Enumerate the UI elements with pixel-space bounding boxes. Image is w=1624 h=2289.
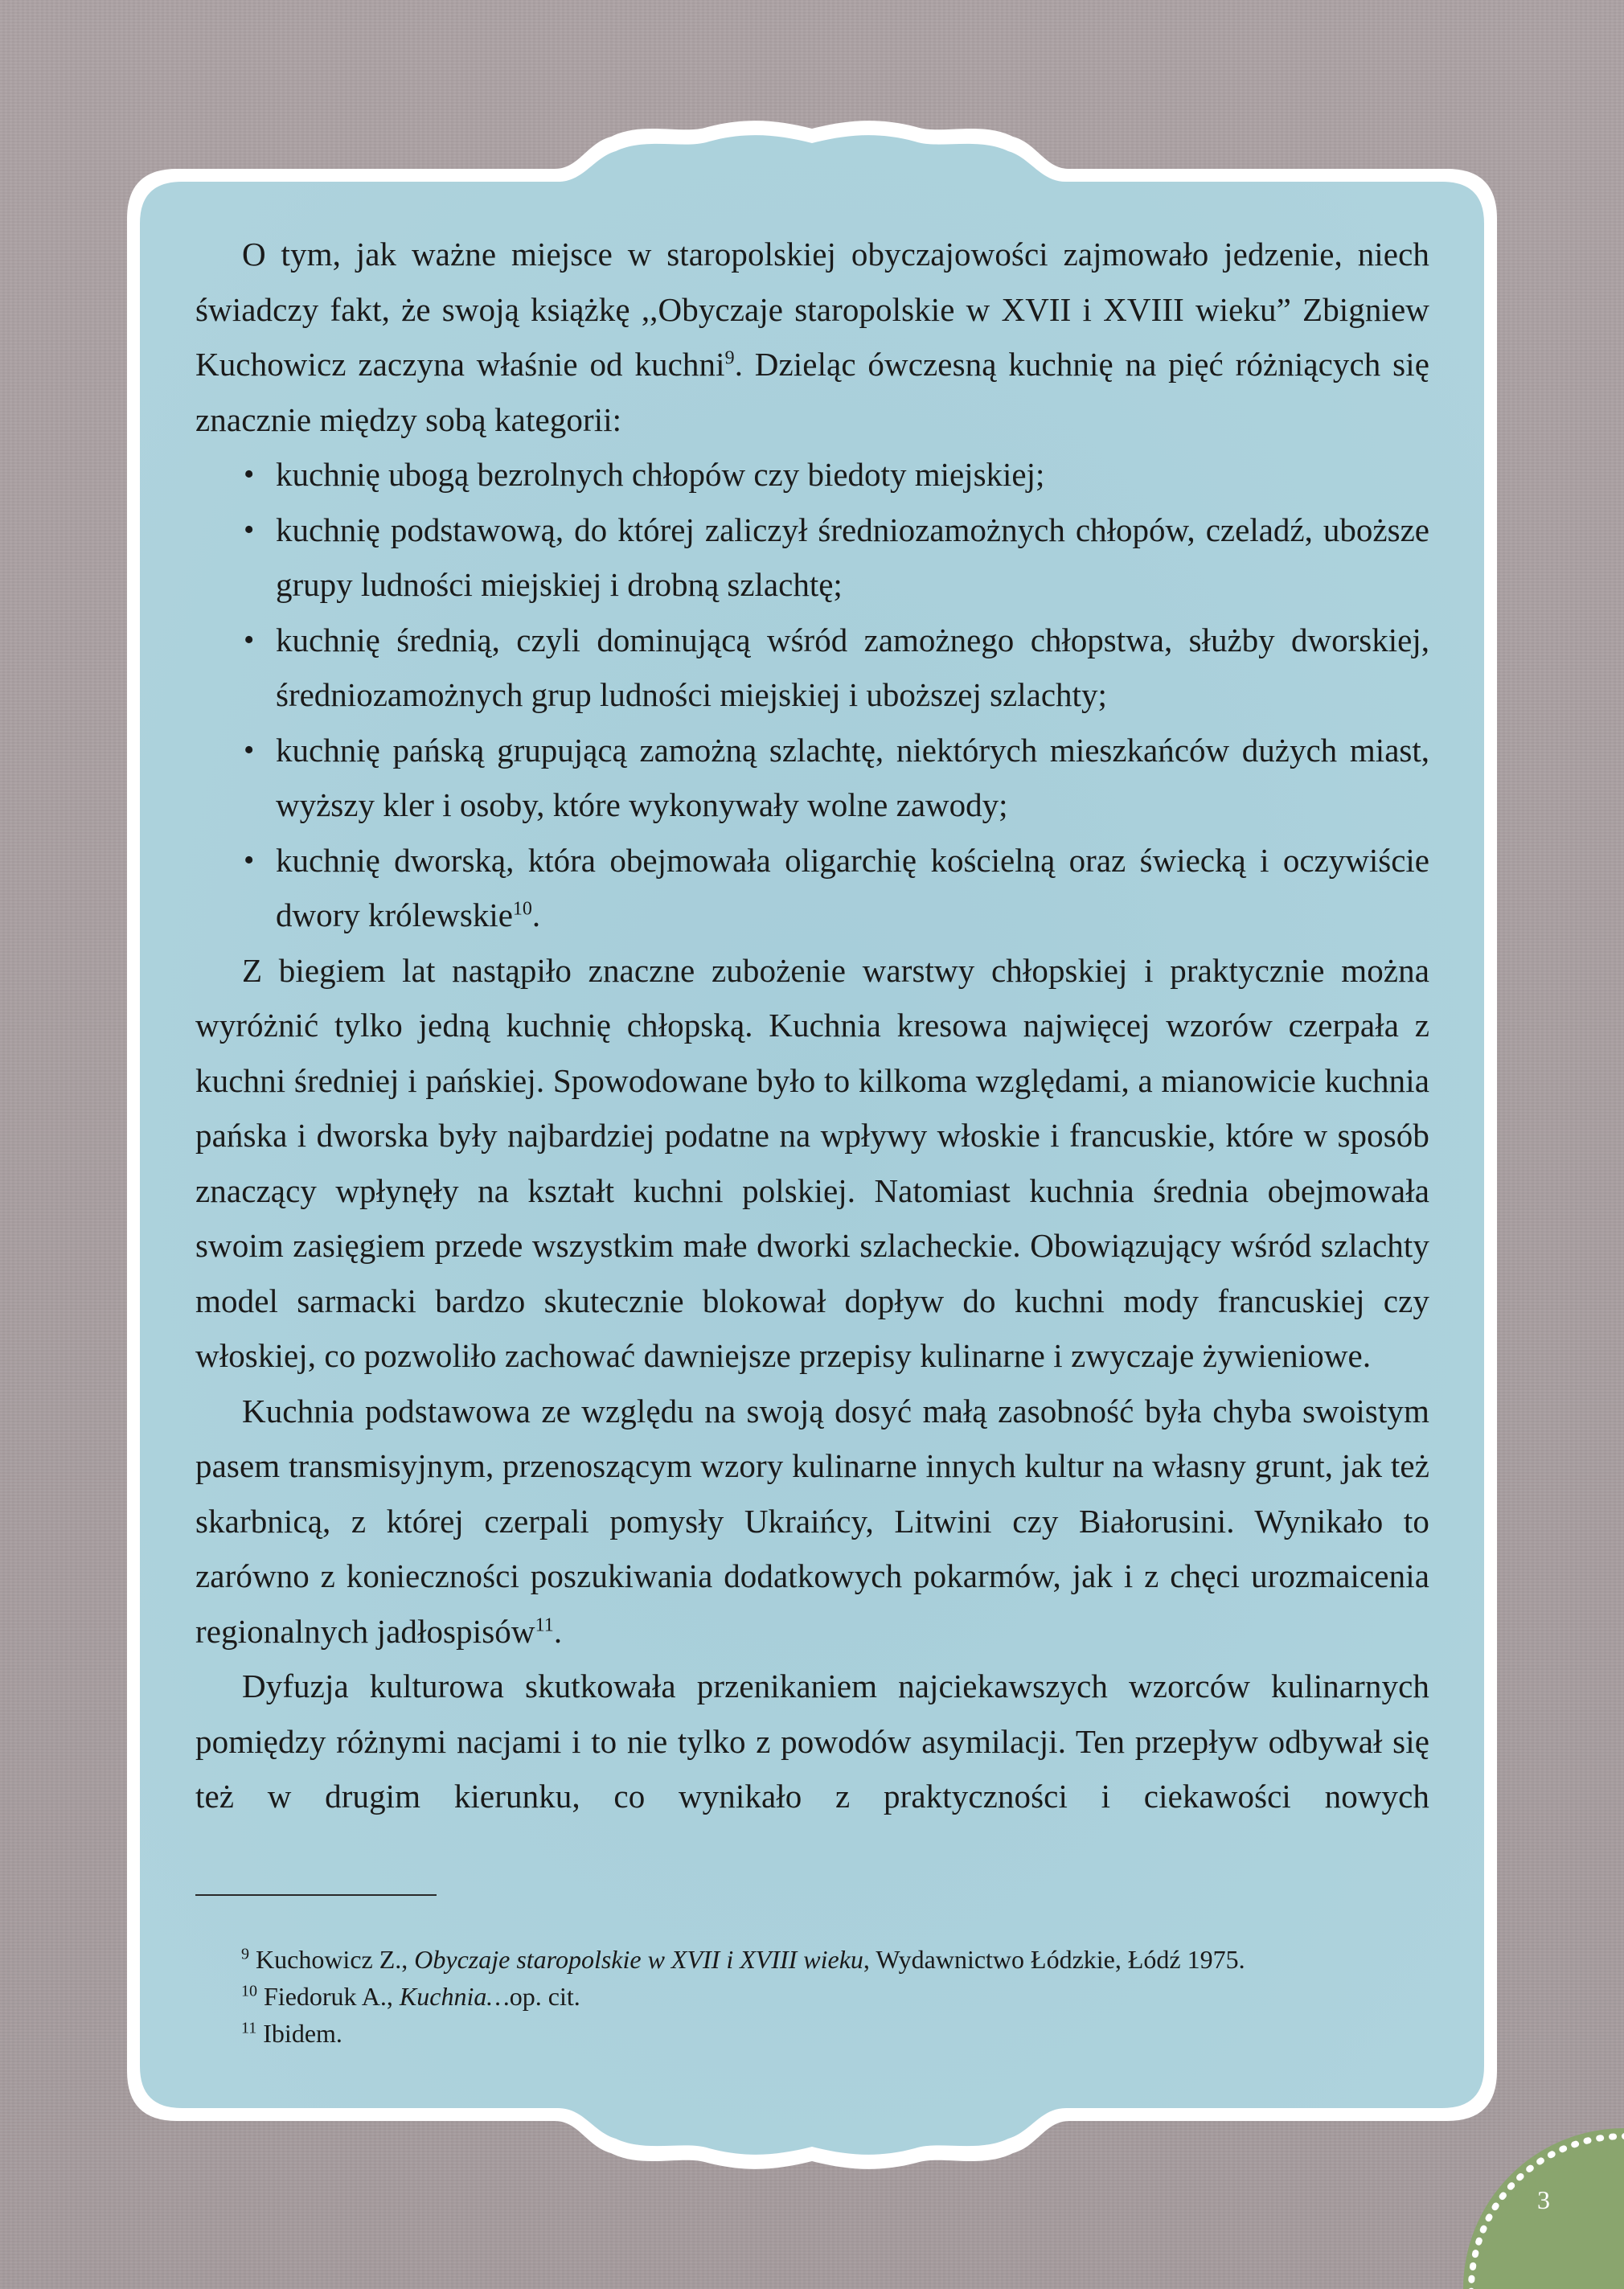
footnote-details: op. cit.: [509, 1982, 580, 2011]
bullet-icon: •: [244, 843, 255, 877]
footnote-title: Kuchnia…: [399, 1982, 510, 2011]
paragraph-1-text: O tym, jak ważne miejsce w staropolskiej obyczajowości zajmowało jedzenie, niech świadczy fakt, że swoją książkę ,,Obyczaje staropolskie w XVII i XVIII wieku” Zbigniew Kuchowicz zaczyna właśnie od kuchni: [195, 236, 1429, 383]
footnote-ref-10: 10: [512, 898, 532, 920]
footnote-author: Ibidem.: [263, 2019, 342, 2048]
paragraph-2: Z biegiem lat nastąpiło znaczne zubożenie warstwy chłopskiej i praktycznie można wyróżnić tylko jedną kuchnię chłopską. Kuchnia kresowa najwięcej wzorów czerpała z kuchni średniej i pańskiej. Spowodowane było to kilkoma względami, a mianowicie kuchnia pańska i dworska były najbardziej podatne na wpływy włoskie i francuskie, które w sposób znaczący wpłynęły na kształt kuchni polskiej. Natomiast kuchnia średnia obejmowała swoim zasięgiem przede wszystkim małe dworki szlacheckie. Obowiązujący wśród szlachty model sarmacki bardzo skutecznie blokował dopływ do kuchni mody francuskiej czy włoskiej, co pozwoliło zachować dawniejsze przepisy kulinarne i zwyczaje żywieniowe.: [195, 951, 1429, 1374]
paragraph-1: [195, 227, 1429, 447]
footnote-number: 9: [241, 1945, 249, 1963]
paragraph-4: Dyfuzja kulturowa skutkowała przenikaniem najciekawszych wzorców kulinarnych pomiędzy różnymi nacjami i to nie tylko z powodów asymilacji. Ten przepływ odbywał się też w drugim kierunku, co wynikało z praktyczności i ciekawości nowych: [195, 1668, 1429, 1815]
list-item: [195, 723, 1429, 833]
bullet-icon: •: [244, 732, 255, 767]
footnote-10: [241, 1978, 1431, 2015]
footnote-11: [241, 2015, 1431, 2052]
list-item-text: kuchnię pańską grupującą zamożną szlachtę, niektórych mieszkańców dużych miast, wyższy kler i osoby, które wykonywały wolne zawody;: [276, 731, 1429, 823]
list-item: [195, 447, 1429, 503]
footnote-details: , Wydawnictwo Łódzkie, Łódź 1975.: [863, 1945, 1245, 1974]
list-item-text: kuchnię ubogą bezrolnych chłopów czy biedoty miejskiej;: [276, 456, 1045, 493]
footnote-author: Kuchowicz Z.,: [256, 1945, 415, 1974]
main-text: [195, 227, 1429, 1824]
list-item-text: kuchnię dworską, która obejmowała oligarchię kościelną oraz świecką i oczywiście dwory królewskie: [276, 841, 1429, 933]
list-item: [195, 833, 1429, 943]
footnote-author: Fiedoruk A.,: [264, 1982, 400, 2011]
categories-list: [195, 447, 1429, 943]
paragraph-3: [195, 1384, 1429, 1659]
footnote-9: [241, 1941, 1431, 1978]
footnotes: [241, 1941, 1431, 2052]
paragraph-1-text-end: . Dzieląc ówczesną kuchnię na pięć różniących się znacznie między sobą kategorii:: [195, 346, 1429, 438]
bullet-icon: •: [244, 512, 255, 547]
page-number: 3: [1537, 2185, 1550, 2214]
list-item: [195, 503, 1429, 613]
list-item-text-end: .: [531, 896, 541, 933]
paragraph-3-text: Kuchnia podstawowa ze względu na swoją dosyć małą zasobność była chyba swoistym pasem transmisyjnym, przenoszącym wzory kulinarne innych kultur na własny grunt, jak też skarbnicą, z której czerpali pomysły Ukraińcy, Litwini czy Białorusini. Wynikało to zarówno z konieczności poszukiwania dodatkowych pokarmów, jak i z chęci urozmaicenia regionalnych jadłospisów: [195, 1392, 1429, 1650]
list-item: [195, 613, 1429, 723]
list-item-text: kuchnię średnią, czyli dominującą wśród zamożnego chłopstwa, służby dworskiej, średniozamożnych grup ludności miejskiej i uboższej szlachty;: [276, 621, 1429, 713]
footnote-ref-11: 11: [535, 1614, 554, 1635]
footnote-title: Obyczaje staropolskie w XVII i XVIII wieku: [414, 1945, 863, 1974]
list-item-text: kuchnię podstawową, do której zaliczył średniozamożnych chłopów, czeladź, uboższe grupy ludności miejskiej i drobną szlachtę;: [276, 511, 1429, 603]
bullet-icon: •: [244, 622, 255, 657]
bullet-icon: •: [244, 457, 255, 491]
footnote-ref-9: 9: [724, 347, 735, 369]
paragraph-3-text-end: .: [553, 1612, 563, 1650]
footnote-number: 10: [241, 1982, 257, 2000]
footnote-number: 11: [241, 2019, 257, 2037]
footnote-separator: [195, 1894, 437, 1896]
